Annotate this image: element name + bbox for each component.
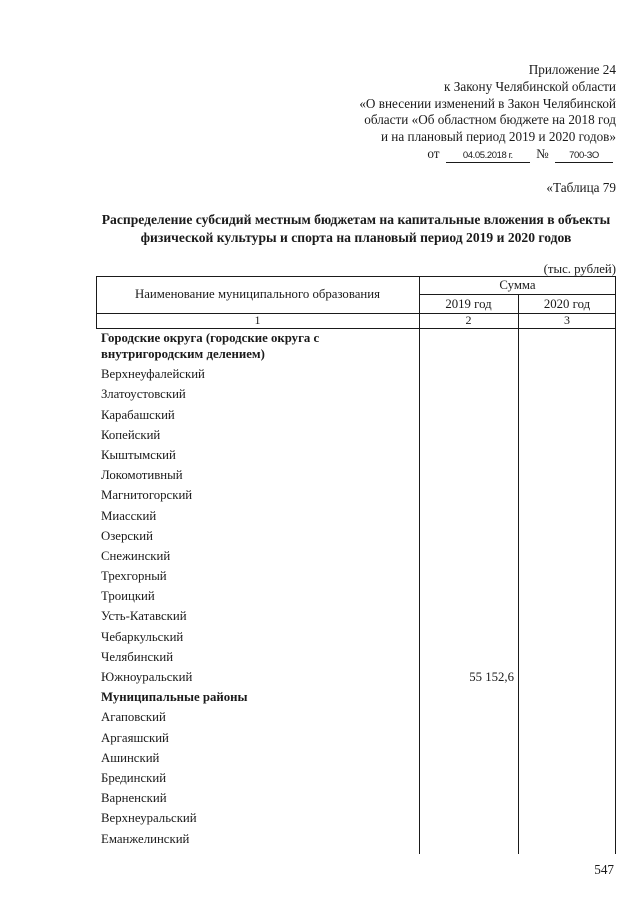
municipality-name: Городские округа (городские округа с внутригородским делением): [101, 331, 320, 361]
table-row: [96, 768, 616, 788]
table-row: [96, 506, 616, 526]
header-year-2020: 2020 год: [543, 297, 591, 311]
subsidies-table: [96, 276, 616, 854]
municipality-name: Верхнеуральский: [101, 811, 197, 826]
municipality-name: Миасский: [101, 508, 157, 523]
municipality-name: Варненский: [101, 791, 167, 806]
document-title: Распределение субсидий местным бюджетам на капитальные вложения в объекты физической культуры и спорта на плановый период 2019 и 2020 годов: [101, 212, 611, 245]
municipality-name: Усть-Катавский: [101, 609, 187, 624]
from-label: от: [427, 145, 440, 161]
municipality-name: Агаповский: [101, 710, 166, 725]
table-row: [96, 728, 616, 748]
table-body: [96, 328, 616, 849]
table-row: [96, 465, 616, 485]
municipality-name: Чебаркульский: [101, 629, 184, 644]
appendix-header: [256, 62, 616, 163]
table-row: [96, 606, 616, 626]
table-row: [96, 627, 616, 647]
municipality-name: Локомотивный: [101, 468, 183, 483]
table-row: [96, 707, 616, 727]
table-row: [96, 445, 616, 465]
municipality-name: Карабашский: [101, 407, 175, 422]
column-number-3: 3: [564, 313, 570, 327]
law-number: 700-ЗО: [555, 150, 613, 163]
table-row: [96, 566, 616, 586]
table-row: [96, 647, 616, 667]
appendix-signature-line: [256, 146, 616, 163]
municipality-name: Аргаяшский: [101, 730, 169, 745]
table-row: [96, 405, 616, 425]
municipality-name: Южноуральский: [101, 670, 193, 684]
table-row: [96, 425, 616, 445]
table-row: [96, 384, 616, 404]
table-row: [96, 546, 616, 566]
header-year-2019: 2019 год: [445, 297, 492, 311]
municipality-name: Озерский: [101, 528, 153, 543]
municipality-name: Брединский: [101, 770, 167, 785]
municipality-name: Еманжелинский: [101, 831, 190, 846]
appendix-line-5: и на плановый период 2019 и 2020 годов»: [380, 129, 616, 145]
appendix-line-3: «О внесении изменений в Закон Челябинской: [359, 95, 616, 111]
table-row: [96, 748, 616, 768]
municipality-name: Верхнеуфалейский: [101, 367, 205, 382]
municipality-name: Троицкий: [101, 589, 155, 604]
units-label: (тыс. рублей): [543, 262, 616, 276]
table-row: [96, 586, 616, 606]
column-number-1: 1: [254, 313, 261, 327]
appendix-line-2: к Закону Челябинской области: [444, 78, 616, 94]
municipality-name: Ашинский: [101, 750, 160, 765]
table-section-row: [96, 328, 616, 364]
amount-2019: 55 152,6: [469, 670, 514, 684]
number-label: №: [536, 145, 549, 161]
appendix-line-4: области «Об областном бюджете на 2018 год: [364, 112, 616, 128]
municipality-name: Снежинский: [101, 548, 171, 563]
page-number: 547: [594, 862, 614, 877]
municipality-name: Копейский: [101, 427, 161, 442]
table-row: [96, 808, 616, 828]
table-row: [96, 485, 616, 505]
column-number-2: 2: [465, 313, 472, 327]
table-label: «Таблица 79: [546, 180, 616, 195]
table-row: [96, 526, 616, 546]
law-date: 04.05.2018 г.: [446, 150, 530, 163]
municipality-name: Кыштымский: [101, 447, 176, 462]
municipality-name: Муниципальные районы: [101, 690, 248, 705]
table-row: [96, 829, 616, 849]
municipality-name: Трехгорный: [101, 569, 167, 584]
header-sum: Сумма: [499, 278, 536, 292]
municipality-name: Челябинский: [101, 649, 174, 664]
municipality-name: Златоустовский: [101, 387, 186, 402]
appendix-line-1: Приложение 24: [528, 62, 616, 77]
table-section-row: [96, 687, 616, 707]
table-row: [96, 667, 616, 687]
municipality-name: Магнитогорский: [101, 488, 193, 503]
header-name-column: Наименование муниципального образования: [135, 287, 380, 301]
table-row: [96, 364, 616, 384]
table-row: [96, 788, 616, 808]
